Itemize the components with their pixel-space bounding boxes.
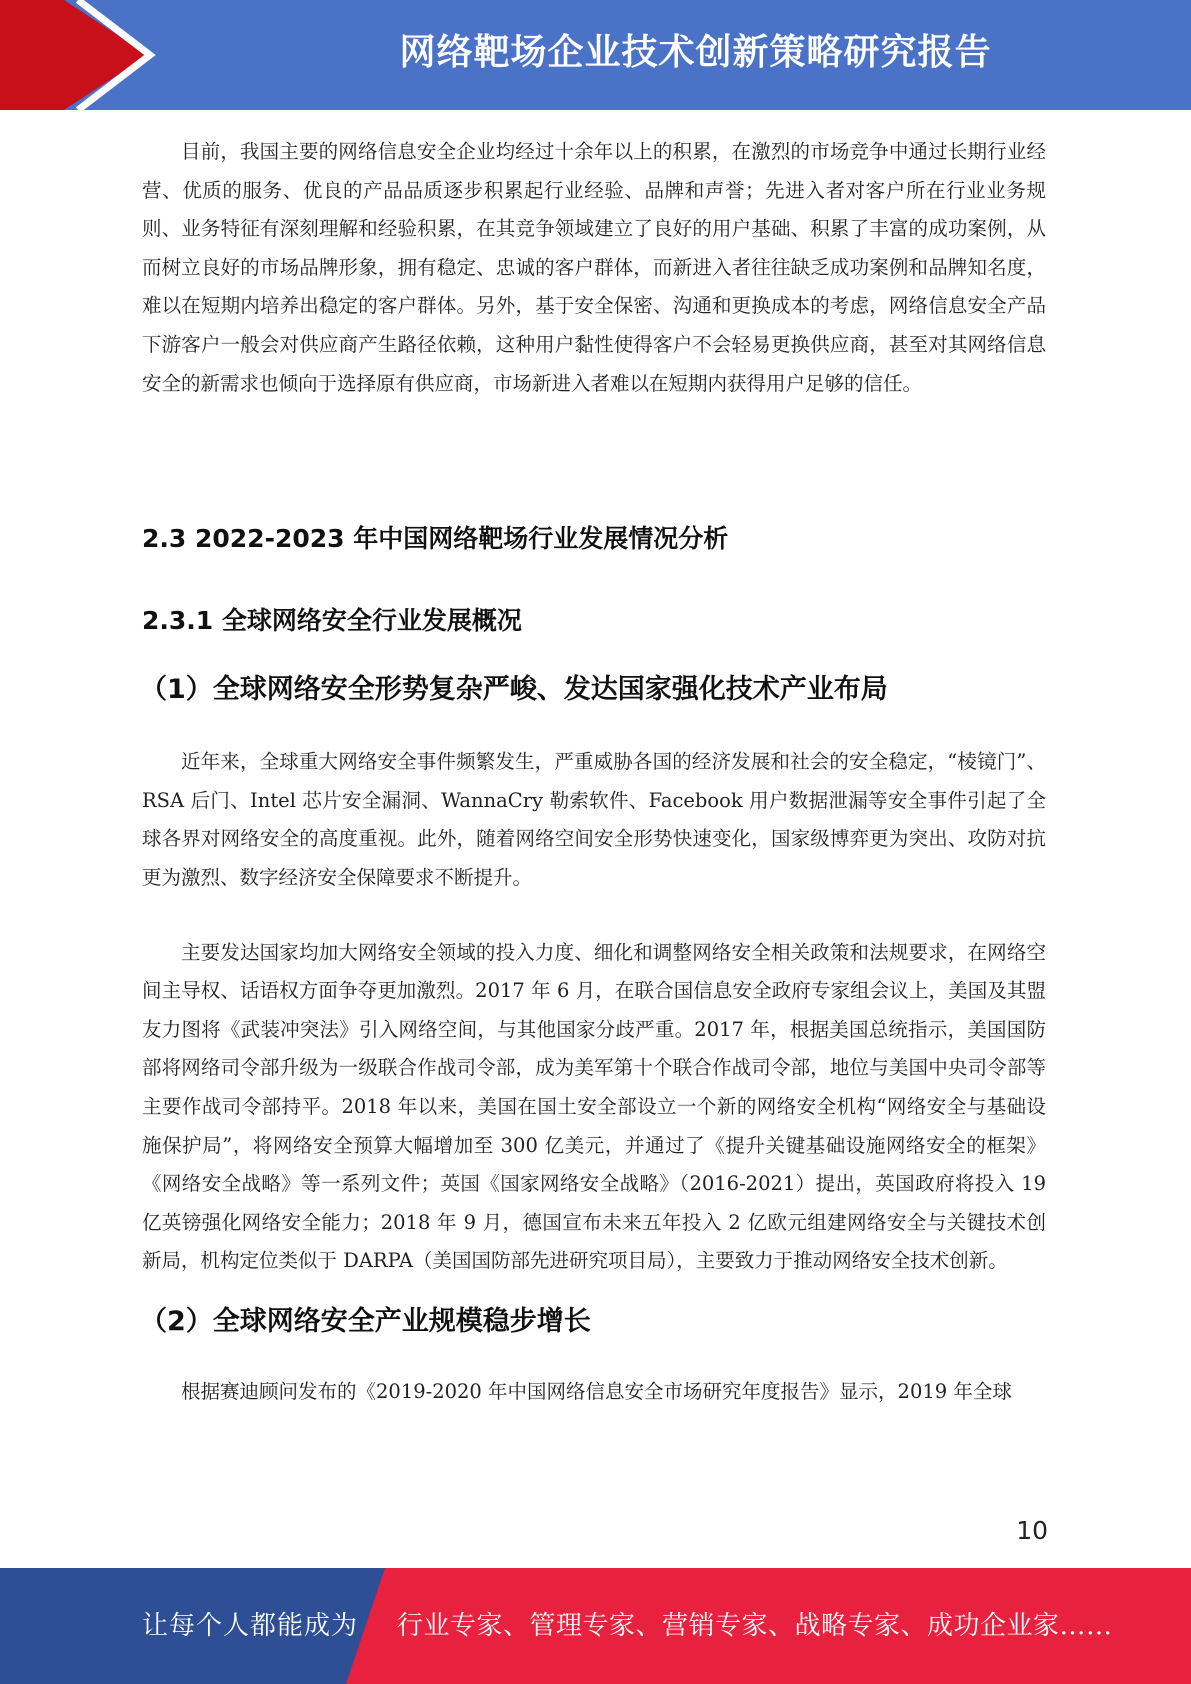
subheading-industry-scale: （2）全球网络安全产业规模稳步增长 bbox=[140, 1305, 591, 1337]
subheading-global-security-situation: （1）全球网络安全形势复杂严峻、发达国家强化技术产业布局 bbox=[140, 674, 888, 706]
paragraph-global-incidents: 近年来，全球重大网络安全事件频繁发生，严重威胁各国的经济发展和社会的安全稳定，“棱镜门”、RSA 后门、Intel 芯片安全漏洞、WannaCry 勒索软件、Facebook 用户数据泄漏等安全事件引起了全球各界对网络安全的高度重视。此外，随着网络空间安全形势快速变化，国家级博弈更为突出、攻防对抗更为激烈、数字经济安全保障要求不断提升。 bbox=[142, 750, 1046, 889]
footer-slogan-right: 行业专家、管理专家、营销专家、战略专家、成功企业家…… bbox=[397, 1611, 1113, 1641]
section-heading-2-3: 2.3 2022-2023 年中国网络靶场行业发展情况分析 bbox=[142, 524, 729, 554]
report-title: 网络靶场企业技术创新策略研究报告 bbox=[399, 32, 992, 73]
section-heading-2-3-1: 2.3.1 全球网络安全行业发展概况 bbox=[142, 606, 522, 636]
header-chevron-decoration bbox=[0, 0, 200, 110]
footer-slogan-left: 让每个人都能成为 bbox=[142, 1611, 359, 1641]
page-number: 10 bbox=[1016, 1516, 1048, 1545]
page-footer bbox=[0, 1568, 1191, 1684]
paragraph-developed-countries: 主要发达国家均加大网络安全领域的投入力度、细化和调整网络安全相关政策和法规要求，在网络空间主导权、话语权方面争夺更加激烈。2017 年 6 月，在联合国信息安全政府专家组会议上，美国及其盟友力图将《武装冲突法》引入网络空间，与其他国家分歧严重。2017 年，根据美国总统指示，美国国防部将网络司令部升级为一级联合作战司令部，成为美军第十个联合作战司令部，地位与美国中央司令部等主要作战司令部持平。2018 年以来，美国在国土安全部设立一个新的网络安全机构“网络安全与基础设施保护局”，将网络安全预算大幅增加至 300 亿美元，并通过了《提升关键基础设施网络安全的框架》《网络安全战略》等一系列文件；英国《国家网络安全战略》（2016-2021）提出，英国政府将投入 19 亿英镑强化网络安全能力；2018 年 9 月，德国宣布未来五年投入 2 亿欧元组建网络安全与关键技术创新局，机构定位类似于 DARPA（美国国防部先进研究项目局），主要致力于推动网络安全技术创新。 bbox=[142, 940, 1046, 1273]
paragraph-market-competition: 目前，我国主要的网络信息安全企业均经过十余年以上的积累，在激烈的市场竞争中通过长期行业经营、优质的服务、优良的产品品质逐步积累起行业经验、品牌和声誉；先进入者对客户所在行业业务规则、业务特征有深刻理解和经验积累，在其竞争领域建立了良好的用户基础、积累了丰富的成功案例，从而树立良好的市场品牌形象，拥有稳定、忠诚的客户群体，而新进入者往往缺乏成功案例和品牌知名度，难以在短期内培养出稳定的客户群体。另外，基于安全保密、沟通和更换成本的考虑，网络信息安全产品下游客户一般会对供应商产生路径依赖，这种用户黏性使得客户不会轻易更换供应商，甚至对其网络信息安全的新需求也倾向于选择原有供应商，市场新进入者难以在短期内获得用户足够的信任。 bbox=[142, 140, 1046, 395]
page-content bbox=[142, 133, 1046, 1411]
page-header bbox=[0, 0, 1191, 110]
paragraph-ccid-report: 根据赛迪顾问发布的《2019-2020 年中国网络信息安全市场研究年度报告》显示，2019 年全球 bbox=[181, 1379, 1012, 1403]
